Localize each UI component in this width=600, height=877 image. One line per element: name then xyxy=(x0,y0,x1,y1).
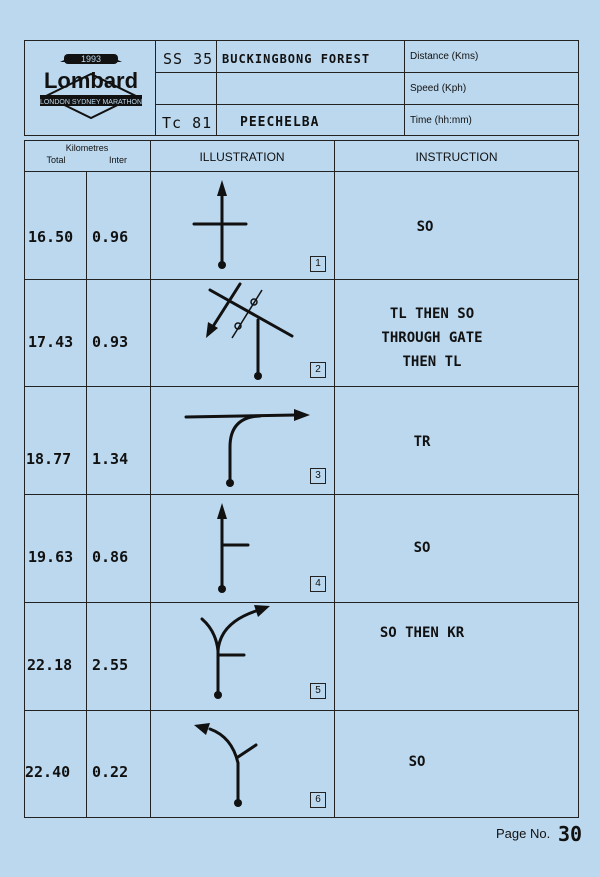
stage-start-place: BUCKINGBONG FOREST xyxy=(222,52,371,66)
row3-instruction: TR xyxy=(413,434,431,450)
gate-junction-icon xyxy=(150,280,334,386)
row2-total: 17.43 xyxy=(28,333,74,351)
row2-inter: 0.93 xyxy=(92,333,129,351)
row5-instruction: SO THEN KR xyxy=(379,625,465,641)
row6-total: 22.40 xyxy=(25,763,71,781)
row5-box-number: 5 xyxy=(310,683,326,699)
speed-label: Speed (Kph) xyxy=(410,83,467,94)
row1-total: 16.50 xyxy=(28,228,74,246)
stage-start-code: SS 35 xyxy=(163,50,214,68)
row3-box-number: 3 xyxy=(310,468,326,484)
time-label: Time (hh:mm) xyxy=(410,115,472,126)
header-divider xyxy=(404,40,405,136)
inter-column-header: Inter xyxy=(108,155,127,165)
illustration-column-header: ILLUSTRATION xyxy=(199,150,285,164)
row3-total: 18.77 xyxy=(26,450,72,468)
logo-brand: Lombard xyxy=(43,68,139,93)
page-number-label: Page No. xyxy=(496,826,551,841)
row1-box-number: 1 xyxy=(310,256,326,272)
header-divider xyxy=(155,40,156,136)
lombard-logo xyxy=(36,48,146,120)
distance-label: Distance (Kms) xyxy=(410,51,479,62)
fork-keep-right-icon xyxy=(150,603,334,710)
stage-end-place: PEECHELBA xyxy=(240,115,320,130)
row6-inter: 0.22 xyxy=(92,763,129,781)
logo-year: 1993 xyxy=(80,54,102,64)
logo-subtitle: LONDON SYDNEY MARATHON xyxy=(39,99,143,106)
row6-instruction: SO xyxy=(408,754,426,770)
row5-inter: 2.55 xyxy=(92,656,129,674)
row2-instruction: TL THEN SO THROUGH GATE THEN TL xyxy=(381,306,483,370)
header-divider xyxy=(155,104,579,105)
page-number: 30 xyxy=(558,822,583,846)
row3-inter: 1.34 xyxy=(92,450,129,468)
row2-box-number: 2 xyxy=(310,362,326,378)
row1-instruction: SO xyxy=(416,219,434,235)
km-column-header: Kilometres xyxy=(65,143,109,153)
row6-box-number: 6 xyxy=(310,792,326,808)
row5-total: 22.18 xyxy=(27,656,73,674)
stage-end-code: Tc 81 xyxy=(162,114,213,132)
row4-box-number: 4 xyxy=(310,576,326,592)
row4-total: 19.63 xyxy=(28,548,74,566)
column-divider xyxy=(334,140,335,818)
row4-instruction: SO xyxy=(413,540,431,556)
header-divider xyxy=(216,40,217,136)
header-divider xyxy=(155,72,579,73)
row1-inter: 0.96 xyxy=(92,228,129,246)
instruction-column-header: INSTRUCTION xyxy=(415,150,498,164)
total-column-header: Total xyxy=(46,155,66,165)
row4-inter: 0.86 xyxy=(92,548,129,566)
